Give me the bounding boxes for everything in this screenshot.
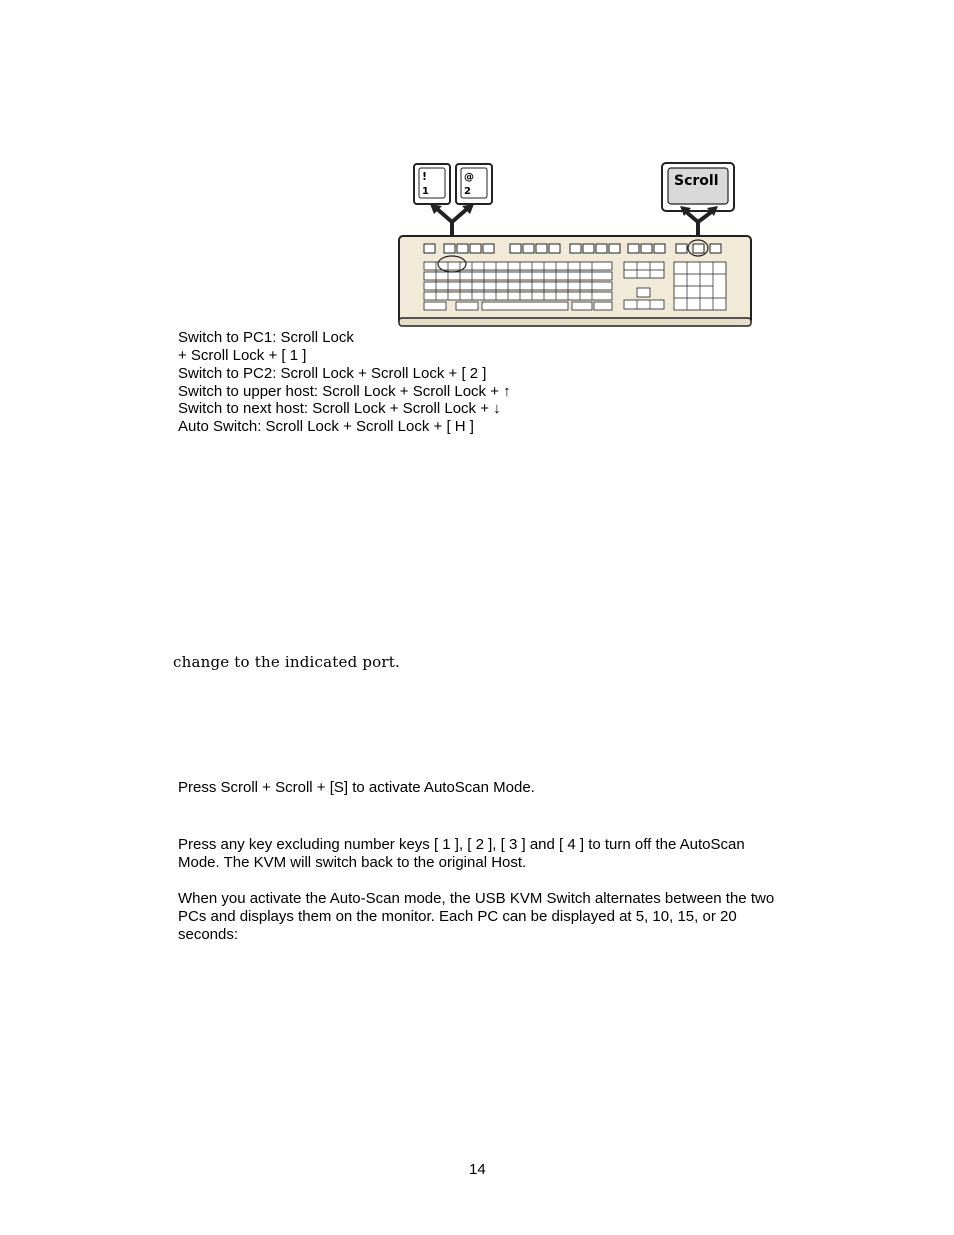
key-2-icon [456,164,492,204]
hotkey-pc1-line1: Switch to PC1: Scroll Lock [178,329,354,346]
key-1-top-label: ! [422,170,428,183]
autoscan-off-line2: Mode. The KVM will switch back to the original Host. [178,854,527,871]
keyboard-hotkey-diagram [396,160,756,330]
autoscan-activate-text: Press Scroll + Scroll + [S] to activate AutoScan Mode. [178,779,535,796]
key-1-bottom-label: 1 [422,186,429,197]
hotkey-auto-switch: Auto Switch: Scroll Lock + Scroll Lock + [ H ] [178,418,474,435]
key-2-top-label: @ [464,172,474,183]
autoscan-desc-line1: When you activate the Auto-Scan mode, the USB KVM Switch alternates between the two [178,890,775,907]
hotkey-upper-host: Switch to upper host: Scroll Lock + Scroll Lock + ↑ [178,383,511,400]
autoscan-desc-line2: PCs and displays them on the monitor. Each PC can be displayed at 5, 10, 15, or 20 [178,908,737,925]
change-port-text: change to the indicated port. [173,653,400,671]
autoscan-desc-line3: seconds: [178,926,239,943]
page-number: 14 [469,1161,486,1178]
scroll-key-icon [662,163,734,211]
hotkey-next-host: Switch to next host: Scroll Lock + Scroll Lock + ↓ [178,400,501,417]
scroll-key-label: Scroll [674,173,719,189]
autoscan-off-line1: Press any key excluding number keys [ 1 ], [ 2 ], [ 3 ] and [ 4 ] to turn off the AutoScan [178,836,745,853]
keyboard-icon [399,236,751,326]
key-2-bottom-label: 2 [464,186,471,197]
hotkey-pc2: Switch to PC2: Scroll Lock + Scroll Lock + [ 2 ] [178,365,487,382]
hotkey-pc1-line2: + Scroll Lock + [ 1 ] [178,347,307,364]
key-1-icon [414,164,450,204]
